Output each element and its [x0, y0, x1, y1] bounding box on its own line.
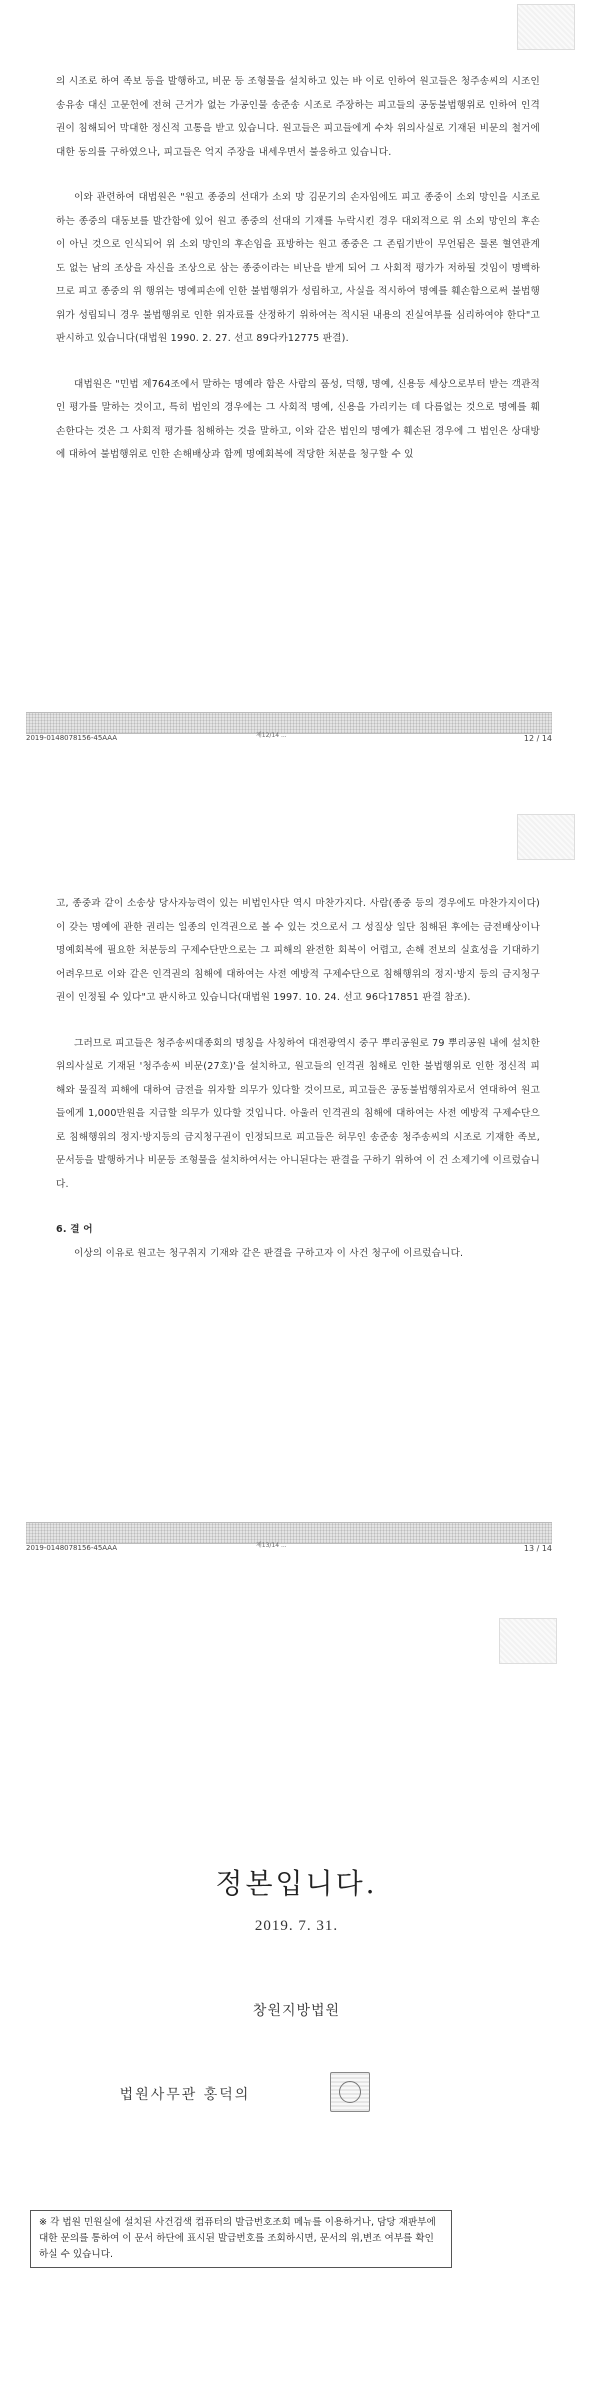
clerk-name: 법원사무관 홍덕의 — [119, 2087, 251, 2103]
certificate-title: 정본입니다. — [215, 1867, 378, 1900]
seal-ring-icon — [339, 2081, 361, 2103]
page-corner-stamp — [517, 814, 575, 860]
barcode-band — [26, 1522, 552, 1544]
page-corner-stamp — [517, 4, 575, 50]
court-name: 창원지방법원 — [252, 2003, 341, 2019]
page-corner-stamp — [499, 1618, 557, 1664]
conclusion-paragraph: 이상의 이유로 원고는 청구취지 기재와 같은 판결을 구하고자 이 사건 청구에 이르렀습니다. — [74, 1247, 464, 1259]
certificate-date: 2019. 7. 31. — [254, 1918, 339, 1934]
paragraph: 그러므로 피고들은 청주송씨대종회의 명칭을 사칭하여 대전광역시 중구 뿌리공원로 79 뿌리공원 내에 설치한 위의사실로 기재된 '청주송씨 비문(27호)'을 설치하고, 원고들의 인격권 침해로 인한 불법행위로 인한 정신적 피해와 물질적 피해에 대하여 금전을 위자할 의무가 있다할 것이므로, 피고들은 공동불법행위자로서 연대하여 원고들에게 1,000만원을 지급할 의무가 있다할 것입니다. 아울러 인격권의 침해에 대하여는 사전 예방적 구제수단으로 침해행위의 정지·방지등의 금지청구권이 인정되므로 피고들은 허무인 송준송 청주송씨의 시조로 기재한 족보, 문서등을 발행하거나 비문등 조형물을 설치하여서는 아니된다는 판결을 구하기 위하여 이 건 소제기에 이르렀습니다. — [56, 1037, 540, 1190]
page-13-body — [56, 892, 540, 1287]
paragraph: 의 시조로 하여 족보 등을 발행하고, 비문 등 조형물을 설치하고 있는 바 이로 인하여 원고들은 청주송씨의 시조인 송유송 대신 고문헌에 전혀 근거가 없는 가공인물 송준송 시조로 주장하는 피고들의 공동불법행위로 인하여 인격권이 침해되어 막대한 정신적 고통을 받고 있습니다. 원고들은 피고들에게 수차 위의사실로 기재된 비문의 철거에 대한 동의를 구하였으나, 피고들은 억지 주장을 내세우면서 불응하고 있습니다. — [56, 76, 540, 158]
page-12 — [0, 0, 593, 800]
section-heading: 6. 결 어 — [56, 1224, 93, 1235]
footer-center-text: 제12/14 ... — [256, 732, 287, 739]
verification-notice: ※ 각 법원 민원실에 설치된 사건검색 컴퓨터의 발급번호조회 메뉴를 이용하거나, 담당 재판부에 대한 문의를 통하여 이 문서 하단에 표시된 발급번호를 조회하시면, 문서의 위,변조 여부를 확인하실 수 있습니다. — [30, 2210, 452, 2268]
paragraph: 이와 관련하여 대법원은 "원고 종중의 선대가 소외 망 김문기의 손자임에도 피고 종중이 소외 망인을 시조로 하는 종중의 대동보를 발간함에 있어 원고 종중의 선대의 기재를 누락시킨 경우 대외적으로 위 소외 망인의 후손이 아닌 것으로 인식되어 위 소외 망인의 후손임을 표방하는 원고 종중은 그 존립기반이 무언됨은 물론 혈연관계도 없는 남의 조상을 자신을 조상으로 삼는 종중이라는 비난을 받게 되어 그 사회적 평가가 저하될 것임이 명백하므로 피고 종중의 위 행위는 명예피손에 인한 불법행위가 성립하고, 사실을 적시하여 명예를 훼손함으로써 불법행위가 성립되니 경우 불법행위로 인한 위자료를 산정하기 위하여는 적시된 내용의 진실여부를 심리하여야 한다"고 판시하고 있습니다(대법원 1990. 2. 27. 선고 89다카12775 판결). — [56, 192, 540, 344]
official-seal — [330, 2072, 370, 2112]
page-number: 13 / 14 — [523, 1544, 552, 1553]
barcode-band — [26, 712, 552, 734]
paragraph: 대법원은 "민법 제764조에서 말하는 명예라 함은 사람의 품성, 덕행, 명예, 신용등 세상으로부터 받는 객관적인 평가를 말하는 것이고, 특히 법인의 경우에는 그 사회적 명예, 신용을 가리키는 데 다름없는 것으로 명예를 훼손한다는 것은 그 사회적 평가를 침해하는 것을 말하고, 이와 같은 법인의 명예가 훼손된 경우에 그 법인은 상대방에 대하여 불법행위로 인한 손해배상과 함께 명예회복에 적당한 처분을 청구할 수 있 — [56, 378, 540, 460]
paragraph: 고, 종중과 같이 소송상 당사자능력이 있는 비법인사단 역시 마찬가지다. 사람(종중 등의 경우에도 마찬가지이다)이 갖는 명예에 관한 권리는 일종의 인격권으로 볼 수 있는 것으로서 그 성질상 일단 침해된 후에는 금전배상이나 명예회복에 필요한 처분등의 구제수단만으로는 그 피해의 완전한 회복이 어렵고, 손해 전보의 실효성을 기대하기 어려우므로 이와 같은 인격권의 침해에 대하여는 사전 예방적 구제수단으로 침해행위의 정지·방지 등의 금지청구권이 인정될 수 있다"고 판시하고 있습니다(대법원 1997. 10. 24. 선고 96다17851 판결 참조). — [56, 898, 540, 1003]
certificate-page — [0, 1600, 593, 2400]
page-13 — [0, 810, 593, 1590]
page-12-body — [56, 70, 540, 489]
page-number: 12 / 14 — [523, 734, 552, 743]
page-footer — [26, 1544, 552, 1556]
document-number: 2019-0148078156-45AAA — [26, 734, 118, 742]
document-number: 2019-0148078156-45AAA — [26, 1544, 118, 1552]
page-footer — [26, 734, 552, 746]
footer-center-text: 제13/14 ... — [256, 1542, 287, 1549]
